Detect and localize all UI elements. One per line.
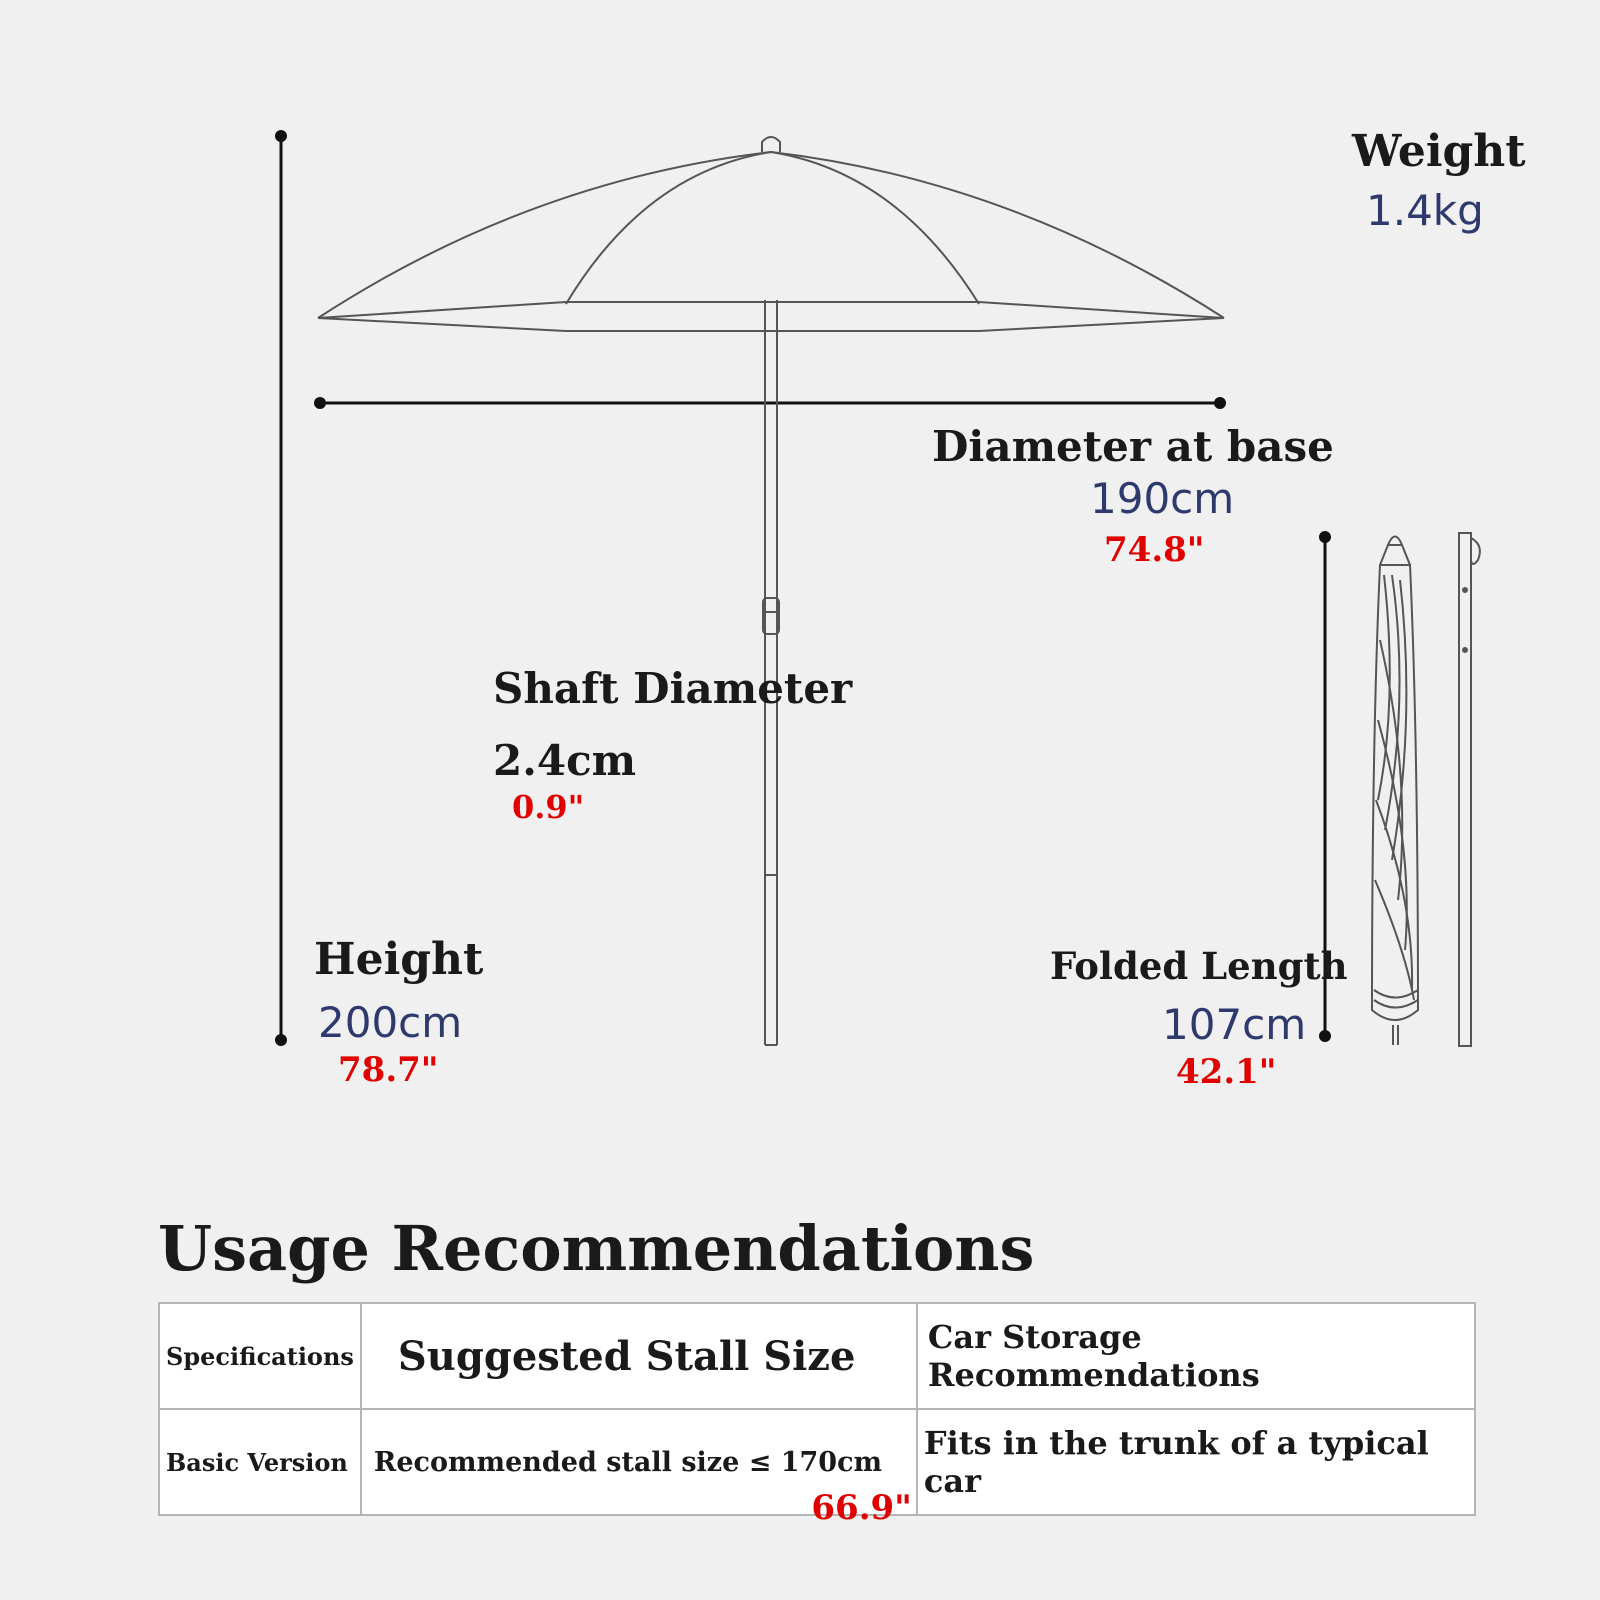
folded-value-cm: 107cm bbox=[1162, 1000, 1307, 1049]
header-stall-size: Suggested Stall Size bbox=[361, 1303, 917, 1409]
folded-value-in: 42.1" bbox=[1176, 1052, 1277, 1092]
height-value-cm: 200cm bbox=[318, 998, 463, 1047]
diameter-dimension-line bbox=[316, 399, 1225, 408]
cell-stall bbox=[361, 1409, 917, 1528]
height-value-in: 78.7" bbox=[338, 1050, 439, 1090]
cell-stall-in: 66.9" bbox=[811, 1488, 912, 1528]
cell-stall-text: Recommended stall size ≤ 170cm bbox=[373, 1446, 883, 1478]
weight-value: 1.4kg bbox=[1366, 186, 1484, 235]
cell-car: Fits in the trunk of a typical car bbox=[917, 1409, 1475, 1515]
umbrella-canopy bbox=[318, 137, 1224, 331]
height-dimension-line bbox=[277, 132, 286, 1045]
cell-spec: Basic Version bbox=[159, 1409, 361, 1515]
usage-title: Usage Recommendations bbox=[158, 1212, 1035, 1285]
weight-title: Weight bbox=[1352, 126, 1526, 177]
table-row bbox=[159, 1409, 1475, 1515]
folded-title: Folded Length bbox=[1050, 944, 1348, 988]
diameter-value-in: 74.8" bbox=[1104, 530, 1205, 570]
diameter-title: Diameter at base bbox=[932, 422, 1334, 471]
header-car-storage: Car Storage Recommendations bbox=[917, 1303, 1475, 1409]
diameter-value-cm: 190cm bbox=[1090, 474, 1235, 523]
height-title: Height bbox=[314, 934, 484, 985]
usage-table bbox=[158, 1302, 1476, 1528]
folded-pole bbox=[1459, 533, 1480, 1046]
header-specifications: Specifications bbox=[159, 1303, 361, 1409]
shaft-value-cm: 2.4cm bbox=[493, 736, 637, 785]
shaft-title: Shaft Diameter bbox=[493, 664, 853, 713]
shaft-value-in: 0.9" bbox=[512, 788, 585, 826]
table-header-row bbox=[159, 1303, 1475, 1409]
folded-umbrella bbox=[1372, 537, 1418, 1046]
